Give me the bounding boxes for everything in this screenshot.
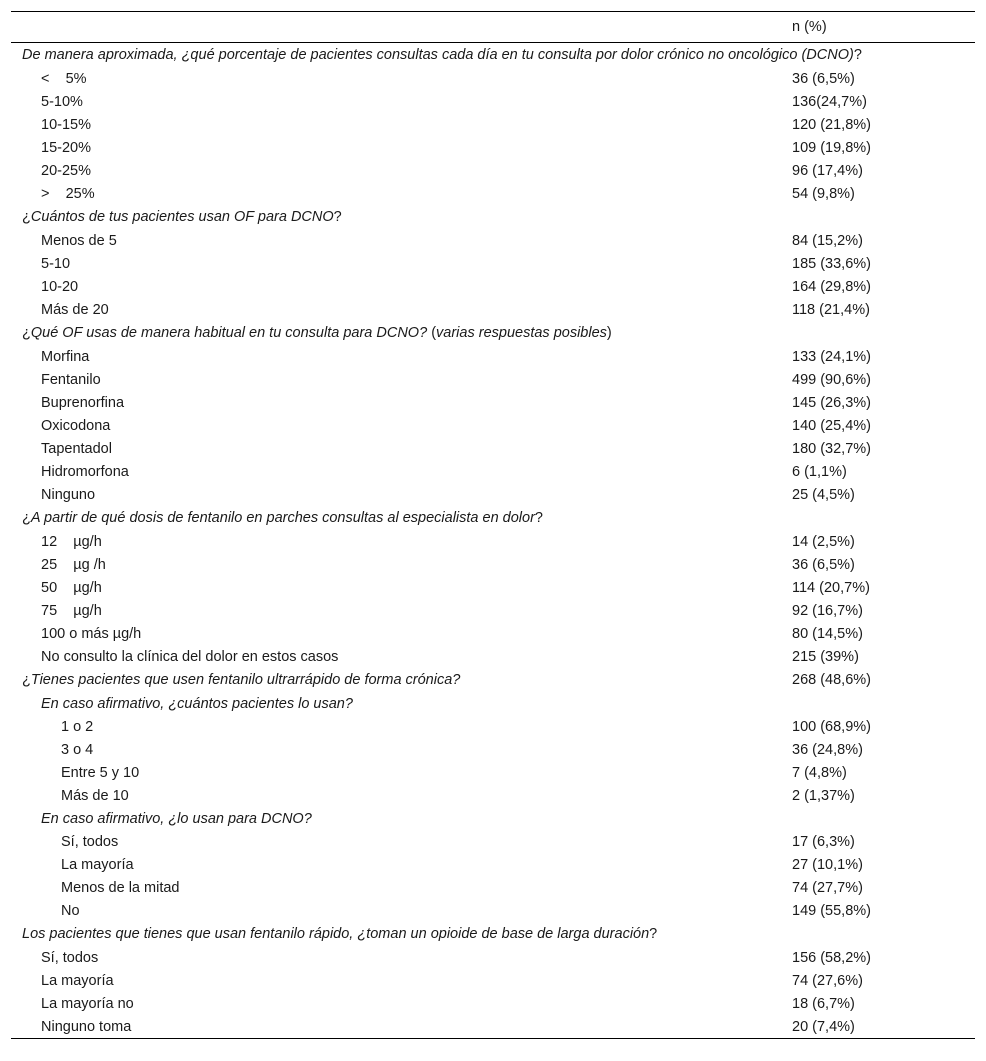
question-text-part: ¿ <box>22 325 31 341</box>
answer-row <box>11 738 975 761</box>
question-text <box>11 47 862 63</box>
answer-row <box>11 113 975 136</box>
answer-row <box>11 275 975 298</box>
question-row <box>11 205 975 229</box>
answer-label: 5-10% <box>41 93 83 110</box>
answer-label: 5-10 <box>41 255 71 272</box>
answer-label: 10-20 <box>41 278 79 295</box>
answer-label: Menos de la mitad <box>61 879 180 896</box>
value-cell: 114 (20,7%) <box>792 579 870 596</box>
answer-label: Morfina <box>41 348 90 365</box>
answer-row <box>11 252 975 275</box>
question-text-part: Cuántos de tus pacientes usan OF para DCNO <box>30 209 334 225</box>
answer-label: Tapentadol <box>41 440 112 457</box>
answer-label: > 25% <box>41 185 95 202</box>
value-cell: 36 (6,5%) <box>792 556 855 573</box>
answer-label: Oxicodona <box>41 417 111 434</box>
answer-row <box>11 136 975 159</box>
value-cell: 215 (39%) <box>792 648 859 665</box>
question-row <box>11 321 975 345</box>
header-value-cell: n (%) <box>792 19 827 35</box>
answer-row <box>11 67 975 90</box>
question-text-part: Tienes pacientes que usen fentanilo ultrarrápido de forma crónica? <box>30 672 461 688</box>
answer-label: Sí, todos <box>61 833 119 850</box>
value-cell: 118 (21,4%) <box>792 301 870 318</box>
value-cell: 136(24,7%) <box>792 93 867 110</box>
value-cell: 25 (4,5%) <box>792 486 855 503</box>
value-cell: 18 (6,7%) <box>792 995 855 1012</box>
answer-label: < 5% <box>41 70 87 87</box>
value-cell: 7 (4,8%) <box>792 764 847 781</box>
answer-row <box>11 229 975 252</box>
question-text-part: De manera aproximada, ¿qué porcentaje de pacientes consultas cada día en tu consulta por dolor crónico no oncológico (DCNO) <box>22 47 854 63</box>
value-cell: 2 (1,37%) <box>792 787 855 804</box>
answer-label: 10-15% <box>41 116 91 133</box>
answer-row <box>11 437 975 460</box>
value-cell: 74 (27,6%) <box>792 972 863 989</box>
question-row <box>11 668 975 692</box>
value-cell: 145 (26,3%) <box>792 394 871 411</box>
answer-label: 3 o 4 <box>61 741 94 758</box>
answer-label: 100 o más µg/h <box>41 625 142 642</box>
question-text <box>11 926 792 942</box>
answer-label: No <box>61 902 80 919</box>
answer-row <box>11 992 975 1015</box>
answer-label: 1 o 2 <box>61 718 94 735</box>
question-text-part: ( <box>431 325 437 341</box>
question-text-part: ? <box>649 926 658 942</box>
answer-row <box>11 969 975 992</box>
answer-label: 12 µg/h <box>41 533 102 550</box>
answer-label: Más de 20 <box>41 301 109 318</box>
question-text-part: ¿ <box>22 672 31 688</box>
value-cell: 36 (24,8%) <box>792 741 863 758</box>
value-cell: 180 (32,7%) <box>792 440 871 457</box>
question-text <box>11 510 792 526</box>
subquestion-text <box>11 696 792 712</box>
answer-label: Ninguno <box>41 486 96 503</box>
question-text-part: ? <box>333 209 342 225</box>
answer-label: 50 µg/h <box>41 579 102 596</box>
table-header <box>11 12 975 43</box>
answer-row <box>11 1015 975 1038</box>
value-cell: 185 (33,6%) <box>792 255 871 272</box>
answer-label: Más de 10 <box>61 787 129 804</box>
value-cell: 17 (6,3%) <box>792 833 855 850</box>
answer-row <box>11 159 975 182</box>
value-cell: 164 (29,8%) <box>792 278 871 295</box>
answer-label: Menos de 5 <box>41 232 117 249</box>
question-text-part: Los pacientes que tienes que usan fentanilo rápido, ¿toman un opioide de base de larga duración <box>22 926 650 942</box>
value-cell: 133 (24,1%) <box>792 348 871 365</box>
value-cell: 100 (68,9%) <box>792 718 871 735</box>
question-text-part: ? <box>853 47 862 63</box>
question-text-part: ? <box>534 510 543 526</box>
question-row <box>11 506 975 530</box>
question-text-part: ¿ <box>22 510 31 526</box>
value-cell: 92 (16,7%) <box>792 602 863 619</box>
answer-row <box>11 899 975 922</box>
answer-label: 15-20% <box>41 139 91 156</box>
answer-label: Ninguno toma <box>41 1018 132 1035</box>
value-cell: 80 (14,5%) <box>792 625 863 642</box>
answer-label: Buprenorfina <box>41 394 125 411</box>
answer-label: La mayoría <box>41 972 114 989</box>
survey-table <box>11 11 975 1039</box>
answer-label: 75 µg/h <box>41 602 102 619</box>
value-cell: 6 (1,1%) <box>792 463 847 480</box>
subquestion-row <box>11 692 975 715</box>
answer-label: Fentanilo <box>41 371 101 388</box>
value-cell: 268 (48,6%) <box>792 672 871 688</box>
value-cell: 149 (55,8%) <box>792 902 871 919</box>
answer-row <box>11 368 975 391</box>
answer-label: No consulto la clínica del dolor en estos casos <box>41 648 339 665</box>
answer-label: Sí, todos <box>41 949 99 966</box>
answer-row <box>11 391 975 414</box>
question-text-part: En caso afirmativo, ¿cuántos pacientes lo usan? <box>41 695 353 712</box>
value-cell: 120 (21,8%) <box>792 116 871 133</box>
answer-row <box>11 853 975 876</box>
question-text-part: Qué OF usas de manera habitual en tu consulta para DCNO? <box>30 325 432 341</box>
table-body <box>11 43 975 1038</box>
question-text-part: ) <box>606 325 612 341</box>
question-row <box>11 43 975 67</box>
answer-row <box>11 182 975 205</box>
question-text <box>11 209 792 225</box>
answer-row <box>11 784 975 807</box>
question-text-part: varias respuestas posibles <box>436 325 607 341</box>
value-cell: 74 (27,7%) <box>792 879 863 896</box>
value-cell: 140 (25,4%) <box>792 417 871 434</box>
answer-label: La mayoría <box>61 856 134 873</box>
answer-row <box>11 645 975 668</box>
answer-row <box>11 414 975 437</box>
answer-label: Entre 5 y 10 <box>61 764 140 781</box>
answer-row <box>11 345 975 368</box>
answer-row <box>11 553 975 576</box>
subquestion-row <box>11 807 975 830</box>
answer-label: 25 µg /h <box>41 556 106 573</box>
answer-row <box>11 483 975 506</box>
subquestion-text <box>11 811 792 827</box>
value-cell: 14 (2,5%) <box>792 533 855 550</box>
answer-label: Hidromorfona <box>41 463 129 480</box>
value-cell: 27 (10,1%) <box>792 856 863 873</box>
answer-row <box>11 761 975 784</box>
answer-row <box>11 946 975 969</box>
value-cell: 96 (17,4%) <box>792 162 863 179</box>
question-text <box>11 325 792 341</box>
answer-row <box>11 90 975 113</box>
answer-row <box>11 876 975 899</box>
question-text <box>11 672 792 688</box>
answer-row <box>11 460 975 483</box>
question-text-part: A partir de qué dosis de fentanilo en parches consultas al especialista en dolor <box>30 510 535 526</box>
answer-row <box>11 298 975 321</box>
answer-label: 20-25% <box>41 162 91 179</box>
answer-row <box>11 622 975 645</box>
value-cell: 499 (90,6%) <box>792 371 871 388</box>
value-cell: 36 (6,5%) <box>792 70 855 87</box>
question-text-part: ¿ <box>22 209 31 225</box>
answer-row <box>11 830 975 853</box>
value-cell: 156 (58,2%) <box>792 949 871 966</box>
value-cell: 20 (7,4%) <box>792 1018 855 1035</box>
value-cell: 84 (15,2%) <box>792 232 863 249</box>
answer-row <box>11 530 975 553</box>
answer-row <box>11 599 975 622</box>
value-cell: 109 (19,8%) <box>792 139 871 156</box>
value-cell: 54 (9,8%) <box>792 185 855 202</box>
answer-label: La mayoría no <box>41 995 134 1012</box>
question-text-part: En caso afirmativo, ¿lo usan para DCNO? <box>41 810 312 827</box>
answer-row <box>11 576 975 599</box>
question-row <box>11 922 975 946</box>
answer-row <box>11 715 975 738</box>
